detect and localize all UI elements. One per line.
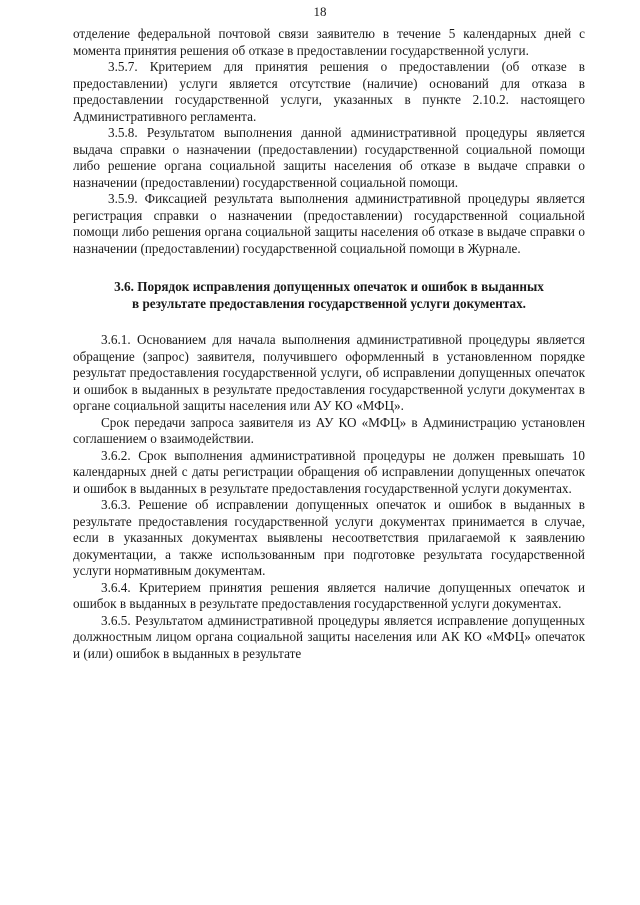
paragraph-3-6-4: 3.6.4. Критерием принятия решения является наличие допущенных опечаток и ошибок в выданных в результате предоставления государственной услуги документах. [73, 579, 585, 611]
paragraph-3-6-2: 3.6.2. Срок выполнения административной процедуры не должен превышать 10 календарных дней с даты регистрации обращения об исправлении допущенных опечаток и ошибок в выданных в результате предоставления государственной услуги документах. [73, 447, 585, 496]
paragraph-transfer-term: Срок передачи запроса заявителя из АУ КО «МФЦ» в Администрацию установлен соглашением о взаимодействии. [73, 414, 585, 446]
paragraph-3-5-9: 3.5.9. Фиксацией результата выполнения административной процедуры является регистрация справки о назначении (предоставлении) государственной социальной помощи либо решения органа социальной защиты населения об отказе в выдаче справки о назначении (предоставлении) государственной социальной помощи в Журнале. [73, 191, 585, 256]
paragraph-3-6-5: 3.6.5. Результатом административной процедуры является исправление допущенных должностным лицом органа социальной защиты населения или АК КО «МФЦ» опечаток и (или) ошибок в выданных в результате [73, 612, 585, 661]
paragraph-3-5-7: 3.5.7. Критерием для принятия решения о предоставлении (об отказе в предоставлении) услуги является отсутствие (наличие) оснований для отказа в предоставлении государственной услуги, указанных в пункте 2.10.2. настоящего Административного регламента. [73, 59, 585, 124]
section-heading-3-6: 3.6. Порядок исправления допущенных опечаток и ошибок в выданных в результате предоставления государственной услуги документах. [114, 279, 544, 311]
paragraph-3-6-1: 3.6.1. Основанием для начала выполнения административной процедуры является обращение (запрос) заявителя, получившего оформленный в установленном порядке результат предоставления государственной услуги, об исправлении допущенных опечаток и ошибок в выданных в результате предоставления государственной услуги документах в органе социальной защиты населения или АУ КО «МФЦ». [73, 332, 585, 413]
document-body [73, 26, 585, 662]
page-number: 18 [313, 4, 327, 19]
paragraph-3-5-8: 3.5.8. Результатом выполнения данной административной процедуры является выдача справки о назначении (предоставлении) государственной социальной помощи либо решение органа социальной защиты населения об отказе в выдаче справки о назначении (предоставлении) государственной социальной помощи. [73, 125, 585, 190]
paragraph-3-6-3: 3.6.3. Решение об исправлении допущенных опечаток и ошибок в выданных в результате предоставления государственной услуги документах принимается в случае, если в указанных документах выявлены несоответствия прилагаемой к заявлению документации, а также использованным при подготовке результата государственной услуги нормативным документам. [73, 497, 585, 578]
paragraph-continuation: отделение федеральной почтовой связи заявителю в течение 5 календарных дней с момента принятия решения об отказе в предоставлении государственной услуги. [73, 26, 585, 58]
